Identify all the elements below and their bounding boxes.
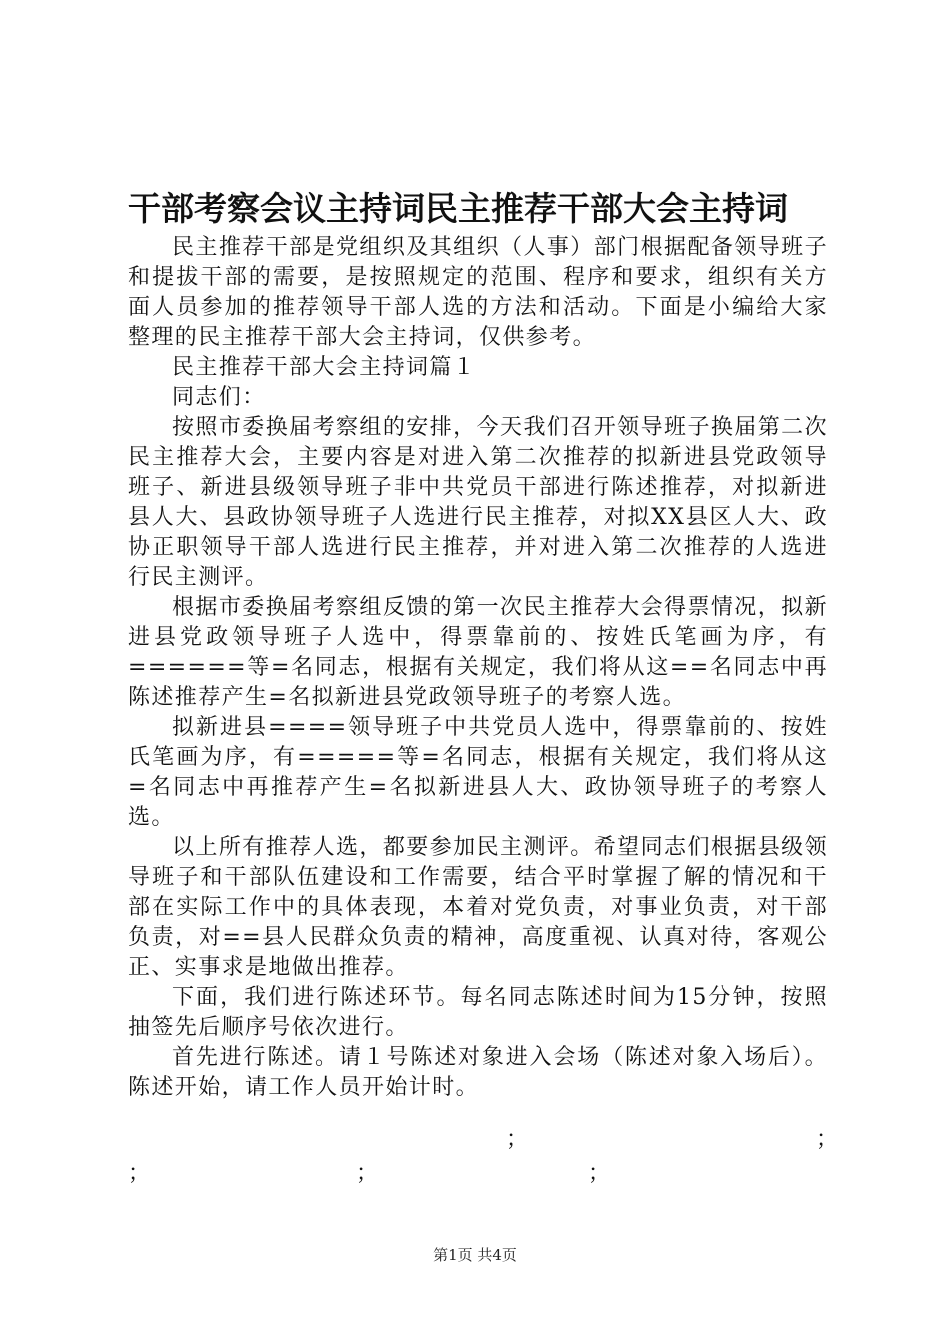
separator-mark: ； bbox=[588, 1161, 611, 1186]
paragraph-salutation: 同志们： bbox=[172, 385, 266, 410]
paragraph-evaluation: 以上所有推荐人选，都要参加民主测评。希望同志们根据县级领导班子和干部队伍建设和工作需要，结合平时掌握了解的情况和干部在实际工作中的具体表现，本着对党负责，对事业负责，对干部负责，对==县人民群众负责的精神，高度重视、认真对待，客观公正、实事求是地做出推荐。 bbox=[128, 835, 828, 980]
separator-mark: ； bbox=[356, 1161, 379, 1186]
separator-mark: ； bbox=[816, 1127, 839, 1152]
paragraph-member-candidates: 拟新进县====领导班子中共党员人选中，得票靠前的、按姓氏笔画为序，有=====等=名同志，根据有关规定，我们将从这=名同志中再推荐产生=名拟新进县人大、政协领导班子的考察人选。 bbox=[128, 715, 828, 830]
paragraph-statement-phase: 下面，我们进行陈述环节。每名同志陈述时间为15分钟，按照抽签先后顺序号依次进行。 bbox=[128, 985, 828, 1040]
document-body bbox=[128, 233, 828, 1103]
paragraph-first-statement: 首先进行陈述。请１号陈述对象进入会场（陈述对象入场后）。陈述开始，请工作人员开始计时。 bbox=[128, 1045, 828, 1100]
paragraph-intro: 民主推荐干部是党组织及其组织（人事）部门根据配备领导班子和提拔干部的需要，是按照规定的范围、程序和要求，组织有关方面人员参加的推荐领导干部人选的方法和活动。下面是小编给大家整理的民主推荐干部大会主持词，仅供参考。 bbox=[128, 235, 828, 350]
page-footer: 第1页 共4页 bbox=[433, 1246, 517, 1264]
paragraph-arrangement: 按照市委换届考察组的安排，今天我们召开领导班子换届第二次民主推荐大会，主要内容是对进入第二次推荐的拟新进县党政领导班子、新进县级领导班子非中共党员干部进行陈述推荐，对拟新进县人大、县政协领导班子人选进行民主推荐，对拟XX县区人大、政协正职领导干部人选进行民主推荐，并对进入第二次推荐的人选进行民主测评。 bbox=[128, 415, 828, 590]
separator-mark: ； bbox=[128, 1161, 151, 1186]
separator-row bbox=[128, 1122, 839, 1202]
separator-mark: ； bbox=[506, 1127, 529, 1152]
document-title: 干部考察会议主持词民主推荐干部大会主持词 bbox=[128, 189, 788, 228]
paragraph-first-result: 根据市委换届考察组反馈的第一次民主推荐大会得票情况，拟新进县党政领导班子人选中，得票靠前的、按姓氏笔画为序，有======等=名同志，根据有关规定，我们将从这==名同志中再陈述推荐产生=名拟新进县党政领导班子的考察人选。 bbox=[128, 595, 828, 710]
paragraph-section-heading: 民主推荐干部大会主持词篇１ bbox=[172, 355, 477, 380]
